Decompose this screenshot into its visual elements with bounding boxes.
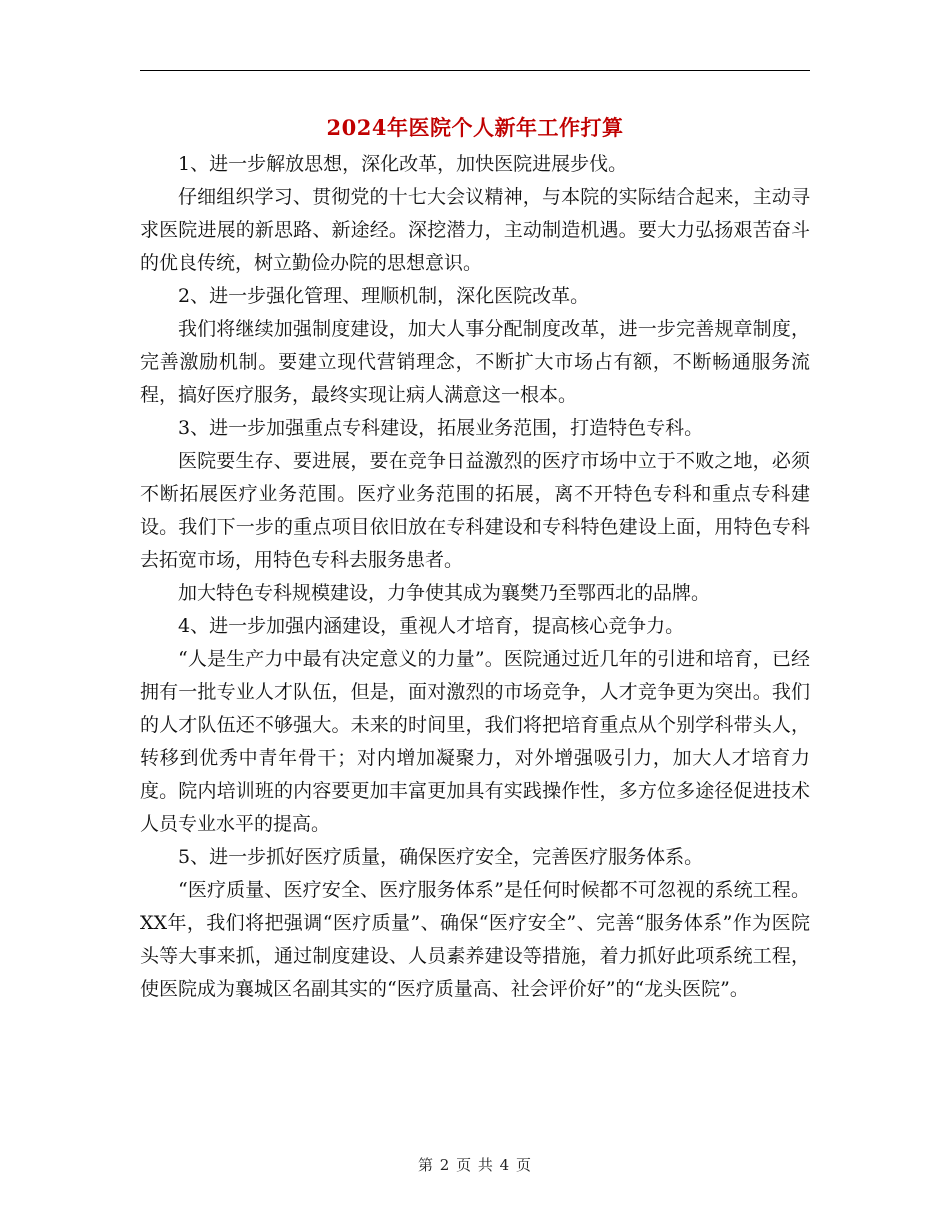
section-heading-2: 2、进一步强化管理、理顺机制，深化医院改革。 [178,285,590,307]
section-heading-5: 5、进一步抓好医疗质量，确保医疗安全，完善医疗服务体系。 [178,846,704,868]
section-heading-1: 1、进一步解放思想，深化改革，加快医院进展步伐。 [178,153,628,175]
section-heading-3: 3、进一步加强重点专科建设，拓展业务范围，打造特色专科。 [178,417,704,439]
body-paragraph: 医院要生存、要进展，要在竞争日益激烈的医疗市场中立于不败之地，必须不断拓展医疗业务范围。医疗业务范围的拓展，离不开特色专科和重点专科建设。我们下一步的重点项目依旧放在专科建设和专科特色建设上面，用特色专科去拓宽市场，用特色专科去服务患者。 [140,450,810,571]
section-heading-4: 4、进一步加强内涵建设，重视人才培育，提高核心竞争力。 [178,615,685,637]
document-title: 2024年医院个人新年工作打算 [326,115,624,140]
body-paragraph: 加大特色专科规模建设，力争使其成为襄樊乃至鄂西北的品牌。 [178,582,711,604]
body-paragraph: “医疗质量、医疗安全、医疗服务体系”是任何时候都不可忽视的系统工程。XX年，我们将把强调“医疗质量”、确保“医疗安全”、完善“服务体系”作为医院头等大事来抓，通过制度建设、人员素养建设等措施，着力抓好此项系统工程，使医院成为襄城区名副其实的“医疗质量高、社会评价好”的“龙头医院”。 [140,879,810,1000]
document-body [140,148,810,1006]
header-rule [140,70,810,71]
body-paragraph: “人是生产力中最有决定意义的力量”。医院通过近几年的引进和培育，已经拥有一批专业人才队伍，但是，面对激烈的市场竞争，人才竞争更为突出。我们的人才队伍还不够强大。未来的时间里，我们将把培育重点从个别学科带头人，转移到优秀中青年骨干；对内增加凝聚力，对外增强吸引力，加大人才培育力度。院内培训班的内容要更加丰富更加具有实践操作性，多方位多途径促进技术人员专业水平的提高。 [140,648,810,835]
body-paragraph: 我们将继续加强制度建设，加大人事分配制度改革，进一步完善规章制度，完善激励机制。要建立现代营销理念，不断扩大市场占有额，不断畅通服务流程，搞好医疗服务，最终实现让病人满意这一根本。 [140,318,810,406]
page-number: 第 2 页 共 4 页 [418,1156,532,1174]
body-paragraph: 仔细组织学习、贯彻党的十七大会议精神，与本院的实际结合起来，主动寻求医院进展的新思路、新途经。深挖潜力，主动制造机遇。要大力弘扬艰苦奋斗的优良传统，树立勤俭办院的思想意识。 [140,186,810,274]
